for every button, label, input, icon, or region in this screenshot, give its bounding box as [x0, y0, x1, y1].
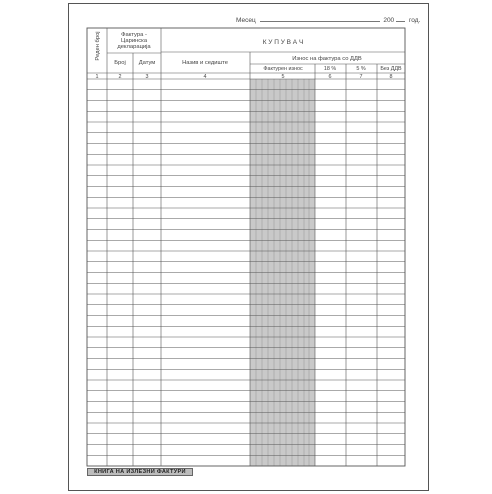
year-prefix: 200	[383, 17, 395, 24]
column-number-7: 7	[359, 74, 363, 80]
column-number-6: 6	[328, 74, 332, 80]
column-number-8: 8	[389, 74, 393, 80]
invoice-group-header-line2: Царинска	[120, 38, 148, 44]
without-vat-header: Без ДДВ	[380, 66, 402, 72]
column-number-4: 4	[203, 74, 207, 80]
name-header: Назив и седиште	[182, 60, 228, 66]
invoiced-amount-header: Фактурен износ	[263, 66, 303, 72]
column-number-2: 2	[118, 74, 122, 80]
serial-header: Реден број	[95, 31, 101, 61]
number-header: Број	[114, 60, 126, 66]
amount-group-header: Износ на фактура со ДДВ	[292, 56, 362, 62]
buyer-header: К У П У В А Ч	[262, 39, 304, 46]
date-header: Датум	[138, 60, 156, 66]
column-number-5: 5	[281, 74, 285, 80]
rate18-header: 18 %	[323, 66, 337, 72]
column-number-1: 1	[95, 74, 99, 80]
table-rows	[87, 90, 405, 456]
footer-title: КНИГА НА ИЗЛЕЗНИ ФАКТУРИ	[87, 468, 193, 476]
year-suffix: год.	[409, 17, 421, 24]
month-label: Месец	[236, 17, 256, 24]
invoice-group-header-line1: Фактура -	[121, 32, 147, 38]
invoice-group-header-line3: декларација	[117, 44, 151, 50]
table-frame	[87, 28, 405, 466]
column-number-3: 3	[145, 74, 149, 80]
rate5-header: 5 %	[356, 66, 366, 72]
